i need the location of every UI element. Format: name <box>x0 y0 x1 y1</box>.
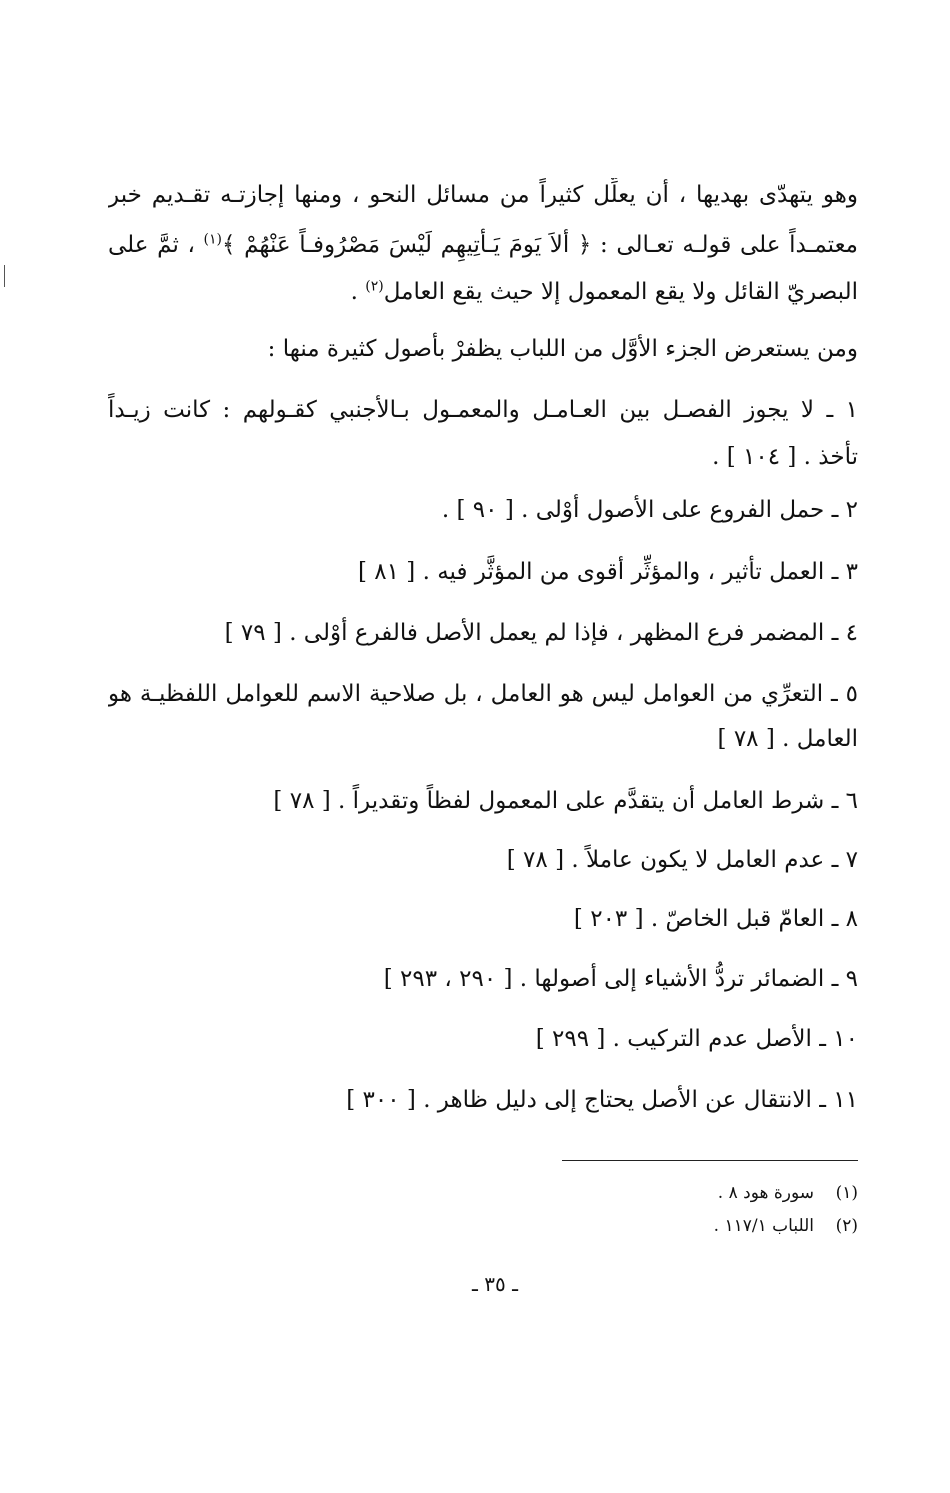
footnote-ref-1: (١) <box>203 231 222 248</box>
intro-line: ومن يستعرض الجزء الأوَّل من اللباب يظفرْ بأصول كثيرة منها : <box>267 336 858 362</box>
list-item-8: ٨ ـ العامّ قبل الخاصّ . [ ٢٠٣ ] <box>573 906 858 932</box>
page-number: ـ ٣٥ ـ <box>472 1272 518 1296</box>
paragraph-1-line-2 <box>108 228 858 264</box>
quran-quote: معتمـداً على قولـه تعـالى : ﴿ ألاَ يَومَ يَـأْتِيهِم لَيْسَ مَصْرُوفـاً عَنْهُمْ ﴾ <box>221 232 858 258</box>
footnote-ref-2: (٢) <box>365 278 384 295</box>
list-item-4: ٤ ـ المضمر فرع المظهر ، فإذا لم يعمل الأصل فالفرع أوْلى . [ ٧٩ ] <box>224 620 858 646</box>
footnote-2-number: (٢) <box>835 1216 858 1236</box>
line-3-tail: . <box>350 279 366 305</box>
list-item-1-line-2: تأخذ . [ ١٠٤ ] . <box>712 444 858 470</box>
footnote-1-number: (١) <box>835 1183 858 1203</box>
list-item-7: ٧ ـ عدم العامل لا يكون عاملاً . [ ٧٨ ] <box>506 847 858 873</box>
list-item-11: ١١ ـ الانتقال عن الأصل يحتاج إلى دليل ظاهر . [ ٣٠٠ ] <box>346 1087 858 1113</box>
list-item-6: ٦ ـ شرط العامل أن يتقدَّم على المعمول لفظاً وتقديراً . [ ٧٨ ] <box>273 788 858 814</box>
list-item-1-line-1: ١ ـ لا يجوز الفصـل بين العـامـل والمعمـول بـالأجنبي كقـولهم : كانت زيـداً <box>108 397 858 423</box>
list-item-10: ١٠ ـ الأصل عدم التركيب . [ ٢٩٩ ] <box>535 1026 858 1052</box>
margin-mark <box>4 265 5 287</box>
footnote-1 <box>718 1180 858 1206</box>
list-item-5-line-1: ٥ ـ التعرِّي من العوامل ليس هو العامل ، بل صلاحية الاسم للعوامل اللفظيـة هو <box>108 681 858 707</box>
line-3-text: البصريّ القائل ولا يقع المعمول إلا حيث يقع العامل <box>383 279 858 305</box>
paragraph-1-line-1: وهو يتهدّى بهديها ، أن يعلِّل كثيراً من مسائل النحو ، ومنها إجازتـه تقـديم خبر <box>108 182 858 208</box>
footnote-2 <box>714 1213 858 1239</box>
footnote-separator <box>562 1160 858 1161</box>
list-item-5-line-2: العامل . [ ٧٨ ] <box>717 726 858 752</box>
footnote-2-text: اللباب ١١٧/١ . <box>713 1216 814 1236</box>
line-2-tail: ، ثمَّ على <box>108 232 195 258</box>
footnote-1-text: سورة هود ٨ . <box>717 1183 814 1203</box>
list-item-3: ٣ ـ العمل تأثير ، والمؤثِّر أقوى من المؤثَّر فيه . [ ٨١ ] <box>357 559 858 585</box>
list-item-2: ٢ ـ حمل الفروع على الأصول أوْلى . [ ٩٠ ] . <box>441 497 858 523</box>
paragraph-1-line-3 <box>351 275 858 311</box>
list-item-9: ٩ ـ الضمائر تردُّ الأشياء إلى أصولها . [ ٢٩٠ ، ٢٩٣ ] <box>383 966 858 992</box>
